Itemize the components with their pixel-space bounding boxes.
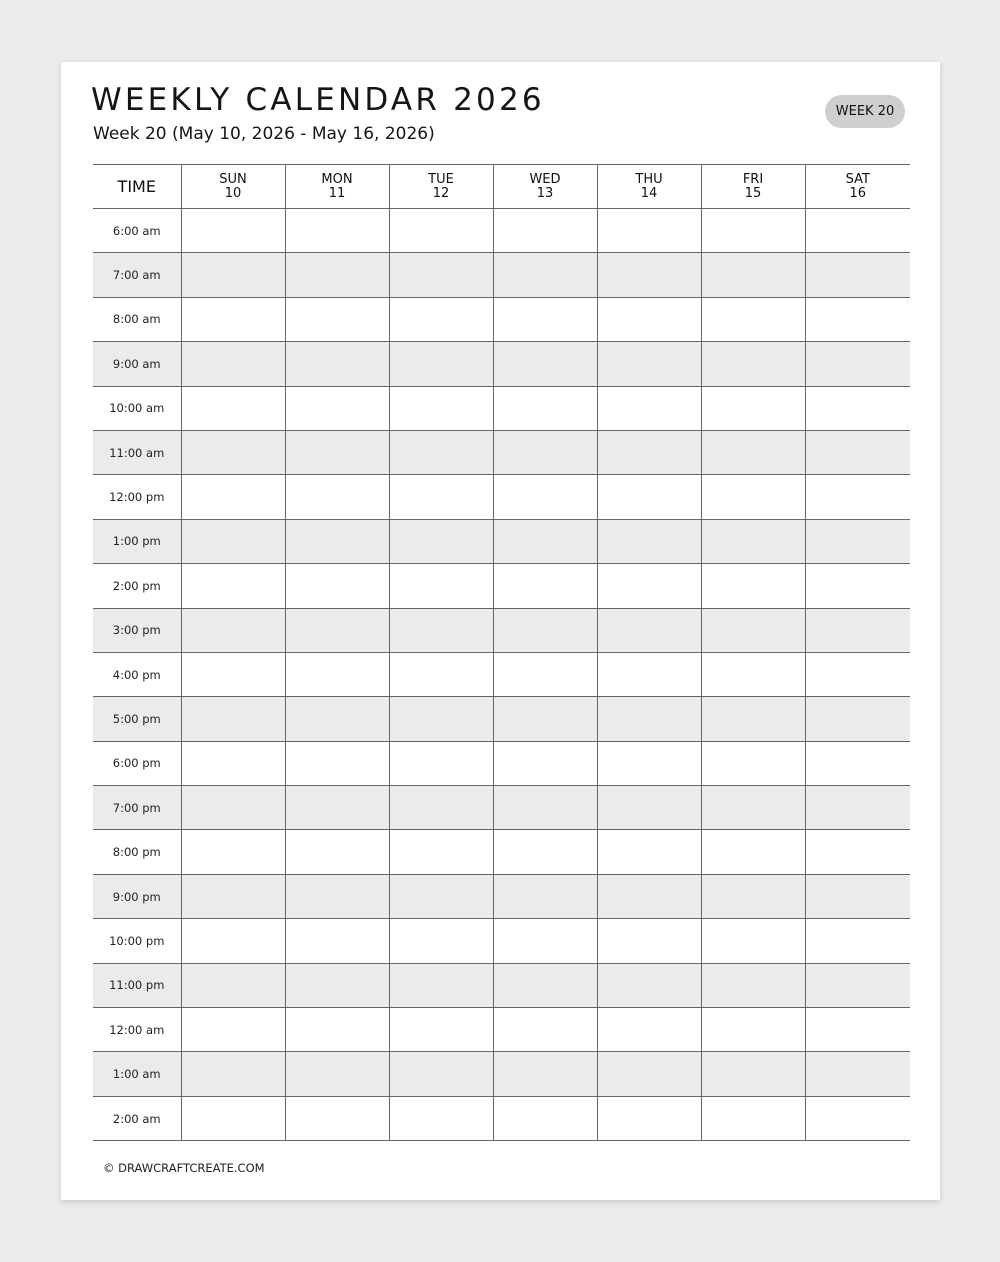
time-slot-row [93,786,910,830]
header-row [93,165,910,209]
slot-cell-sun[interactable] [181,652,285,696]
time-label: 9:00 pm [93,874,181,918]
slot-cell-mon[interactable] [285,874,389,918]
day-name: THU [635,171,663,187]
time-label: 3:00 pm [93,608,181,652]
slot-cell-fri[interactable] [701,874,805,918]
slot-cell-sun[interactable] [181,519,285,563]
slot-cell-wed[interactable] [493,652,597,696]
slot-cell-wed[interactable] [493,253,597,297]
slot-cell-fri[interactable] [701,209,805,253]
time-slot-row [93,519,910,563]
day-date: 14 [640,185,658,201]
slot-cell-fri[interactable] [701,342,805,386]
slot-cell-sat[interactable] [805,874,910,918]
slot-cell-mon[interactable] [285,697,389,741]
slot-cell-thu[interactable] [597,608,701,652]
time-label: 2:00 am [93,1096,181,1140]
time-label: 1:00 pm [93,519,181,563]
time-label: 10:00 am [93,386,181,430]
slot-cell-wed[interactable] [493,386,597,430]
slot-cell-wed[interactable] [493,830,597,874]
slot-cell-sat[interactable] [805,652,910,696]
slot-cell-tue[interactable] [389,1096,493,1140]
time-label: 1:00 am [93,1052,181,1096]
slot-cell-fri[interactable] [701,1052,805,1096]
slot-cell-tue[interactable] [389,697,493,741]
slot-cell-mon[interactable] [285,1008,389,1052]
slot-cell-wed[interactable] [493,786,597,830]
day-date: 16 [849,185,867,201]
slot-cell-fri[interactable] [701,386,805,430]
slot-cell-thu[interactable] [597,475,701,519]
slot-cell-tue[interactable] [389,297,493,341]
slot-cell-mon[interactable] [285,209,389,253]
time-slot-row [93,1008,910,1052]
slot-cell-wed[interactable] [493,564,597,608]
day-header-fri [701,165,805,209]
calendar-page [61,62,940,1200]
time-slot-row [93,209,910,253]
time-slot-row [93,608,910,652]
slot-cell-sat[interactable] [805,919,910,963]
slot-cell-wed[interactable] [493,430,597,474]
time-column-header: TIME [93,165,181,209]
slot-cell-wed[interactable] [493,209,597,253]
slot-cell-wed[interactable] [493,608,597,652]
slot-cell-sun[interactable] [181,1008,285,1052]
time-slot-row [93,830,910,874]
slot-cell-tue[interactable] [389,652,493,696]
time-slot-row [93,652,910,696]
slot-cell-thu[interactable] [597,919,701,963]
slot-cell-sun[interactable] [181,830,285,874]
time-label: 10:00 pm [93,919,181,963]
slot-cell-thu[interactable] [597,253,701,297]
slot-cell-sun[interactable] [181,475,285,519]
slot-cell-mon[interactable] [285,475,389,519]
time-slot-row [93,874,910,918]
week-range-subtitle: Week 20 (May 10, 2026 - May 16, 2026) [93,124,435,144]
slot-cell-mon[interactable] [285,430,389,474]
slot-cell-sun[interactable] [181,963,285,1007]
slot-cell-sun[interactable] [181,253,285,297]
slot-cell-tue[interactable] [389,1008,493,1052]
slot-cell-sun[interactable] [181,430,285,474]
slot-cell-fri[interactable] [701,253,805,297]
time-slot-row [93,741,910,785]
slot-cell-sat[interactable] [805,608,910,652]
slot-cell-thu[interactable] [597,1008,701,1052]
time-slot-row [93,475,910,519]
time-slot-row [93,342,910,386]
slot-cell-mon[interactable] [285,741,389,785]
slot-cell-wed[interactable] [493,697,597,741]
slot-cell-wed[interactable] [493,297,597,341]
slot-cell-thu[interactable] [597,564,701,608]
time-label: 6:00 am [93,209,181,253]
slot-cell-fri[interactable] [701,475,805,519]
slot-cell-wed[interactable] [493,342,597,386]
slot-cell-wed[interactable] [493,519,597,563]
slot-cell-fri[interactable] [701,1008,805,1052]
slot-cell-wed[interactable] [493,919,597,963]
slot-cell-wed[interactable] [493,1052,597,1096]
time-label: 7:00 am [93,253,181,297]
slot-cell-sat[interactable] [805,697,910,741]
week-badge: WEEK 20 [825,95,905,128]
slot-cell-tue[interactable] [389,519,493,563]
day-header-wed [493,165,597,209]
time-label: 8:00 pm [93,830,181,874]
slot-cell-sun[interactable] [181,297,285,341]
slot-cell-fri[interactable] [701,564,805,608]
slot-cell-fri[interactable] [701,1096,805,1140]
slot-cell-tue[interactable] [389,386,493,430]
slot-cell-thu[interactable] [597,963,701,1007]
slot-cell-fri[interactable] [701,919,805,963]
time-slot-row [93,963,910,1007]
slot-cell-sat[interactable] [805,564,910,608]
slot-cell-tue[interactable] [389,475,493,519]
copyright-footer: © DRAWCRAFTCREATE.COM [103,1161,265,1175]
slot-cell-fri[interactable] [701,741,805,785]
time-label: 12:00 pm [93,475,181,519]
time-label: 4:00 pm [93,652,181,696]
slot-cell-sat[interactable] [805,209,910,253]
slot-cell-fri[interactable] [701,608,805,652]
slot-cell-tue[interactable] [389,253,493,297]
slot-cell-mon[interactable] [285,963,389,1007]
slot-cell-sun[interactable] [181,386,285,430]
time-slot-row [93,697,910,741]
time-label: 7:00 pm [93,786,181,830]
time-label: 5:00 pm [93,697,181,741]
day-header-sun [181,165,285,209]
page-title: WEEKLY CALENDAR 2026 [91,82,545,118]
slot-cell-fri[interactable] [701,830,805,874]
slot-cell-sun[interactable] [181,564,285,608]
slot-cell-tue[interactable] [389,963,493,1007]
day-date: 10 [224,185,242,201]
slot-cell-sun[interactable] [181,608,285,652]
slot-cell-thu[interactable] [597,209,701,253]
slot-cell-fri[interactable] [701,430,805,474]
slot-cell-fri[interactable] [701,652,805,696]
time-label: 9:00 am [93,342,181,386]
slot-cell-sat[interactable] [805,741,910,785]
slot-cell-sat[interactable] [805,1096,910,1140]
slot-cell-thu[interactable] [597,430,701,474]
day-header-tue [389,165,493,209]
slot-cell-mon[interactable] [285,652,389,696]
day-date: 13 [536,185,554,201]
slot-cell-wed[interactable] [493,1096,597,1140]
slot-cell-sat[interactable] [805,1052,910,1096]
slot-cell-sun[interactable] [181,209,285,253]
slot-cell-tue[interactable] [389,919,493,963]
slot-cell-wed[interactable] [493,1008,597,1052]
slot-cell-tue[interactable] [389,830,493,874]
slot-cell-thu[interactable] [597,786,701,830]
time-label: 6:00 pm [93,741,181,785]
day-date: 12 [432,185,450,201]
slot-cell-wed[interactable] [493,741,597,785]
time-slot-row [93,253,910,297]
day-header-mon [285,165,389,209]
day-name: FRI [742,171,764,187]
slot-cell-thu[interactable] [597,519,701,563]
slot-cell-sat[interactable] [805,430,910,474]
slot-cell-tue[interactable] [389,786,493,830]
day-name: WED [529,171,561,187]
day-name: MON [321,171,353,187]
slot-cell-tue[interactable] [389,430,493,474]
slot-cell-thu[interactable] [597,1052,701,1096]
slot-cell-sun[interactable] [181,786,285,830]
slot-cell-tue[interactable] [389,1052,493,1096]
day-header-sat [805,165,910,209]
day-name: TUE [428,171,454,187]
time-slot-row [93,564,910,608]
slot-cell-tue[interactable] [389,608,493,652]
time-label: 8:00 am [93,297,181,341]
slot-cell-fri[interactable] [701,963,805,1007]
time-label: 11:00 pm [93,963,181,1007]
slot-cell-fri[interactable] [701,297,805,341]
time-slot-row [93,386,910,430]
slot-cell-tue[interactable] [389,342,493,386]
slot-cell-sun[interactable] [181,874,285,918]
slot-cell-wed[interactable] [493,874,597,918]
slot-cell-thu[interactable] [597,297,701,341]
slot-cell-sat[interactable] [805,475,910,519]
slot-cell-tue[interactable] [389,874,493,918]
time-slot-row [93,1096,910,1140]
time-label: 2:00 pm [93,564,181,608]
slot-cell-thu[interactable] [597,652,701,696]
slot-cell-mon[interactable] [285,519,389,563]
time-slot-row [93,919,910,963]
slot-cell-mon[interactable] [285,564,389,608]
weekly-grid [93,164,910,1141]
slot-cell-sat[interactable] [805,786,910,830]
slot-cell-mon[interactable] [285,386,389,430]
time-slots [93,209,910,1141]
slot-cell-tue[interactable] [389,564,493,608]
slot-cell-sat[interactable] [805,519,910,563]
slot-cell-fri[interactable] [701,519,805,563]
slot-cell-wed[interactable] [493,963,597,1007]
slot-cell-thu[interactable] [597,830,701,874]
day-date: 15 [744,185,762,201]
day-date: 11 [328,185,346,201]
slot-cell-wed[interactable] [493,475,597,519]
slot-cell-mon[interactable] [285,830,389,874]
slot-cell-sun[interactable] [181,342,285,386]
slot-cell-thu[interactable] [597,697,701,741]
slot-cell-thu[interactable] [597,741,701,785]
slot-cell-sat[interactable] [805,253,910,297]
slot-cell-mon[interactable] [285,253,389,297]
slot-cell-mon[interactable] [285,608,389,652]
day-name: SUN [219,171,247,187]
slot-cell-tue[interactable] [389,741,493,785]
slot-cell-tue[interactable] [389,209,493,253]
slot-cell-mon[interactable] [285,1052,389,1096]
time-slot-row [93,1052,910,1096]
slot-cell-sun[interactable] [181,1052,285,1096]
time-slot-row [93,297,910,341]
slot-cell-sat[interactable] [805,342,910,386]
slot-cell-mon[interactable] [285,297,389,341]
slot-cell-mon[interactable] [285,342,389,386]
slot-cell-sat[interactable] [805,386,910,430]
slot-cell-mon[interactable] [285,786,389,830]
slot-cell-mon[interactable] [285,919,389,963]
slot-cell-sun[interactable] [181,919,285,963]
time-label: 12:00 am [93,1008,181,1052]
slot-cell-sat[interactable] [805,963,910,1007]
slot-cell-thu[interactable] [597,1096,701,1140]
slot-cell-thu[interactable] [597,342,701,386]
slot-cell-thu[interactable] [597,386,701,430]
slot-cell-sat[interactable] [805,1008,910,1052]
slot-cell-sun[interactable] [181,1096,285,1140]
slot-cell-fri[interactable] [701,786,805,830]
slot-cell-mon[interactable] [285,1096,389,1140]
day-name: SAT [845,171,870,187]
time-slot-row [93,430,910,474]
slot-cell-fri[interactable] [701,697,805,741]
slot-cell-sun[interactable] [181,741,285,785]
slot-cell-sun[interactable] [181,697,285,741]
slot-cell-sat[interactable] [805,297,910,341]
day-header-thu [597,165,701,209]
time-label: 11:00 am [93,430,181,474]
slot-cell-sat[interactable] [805,830,910,874]
slot-cell-thu[interactable] [597,874,701,918]
